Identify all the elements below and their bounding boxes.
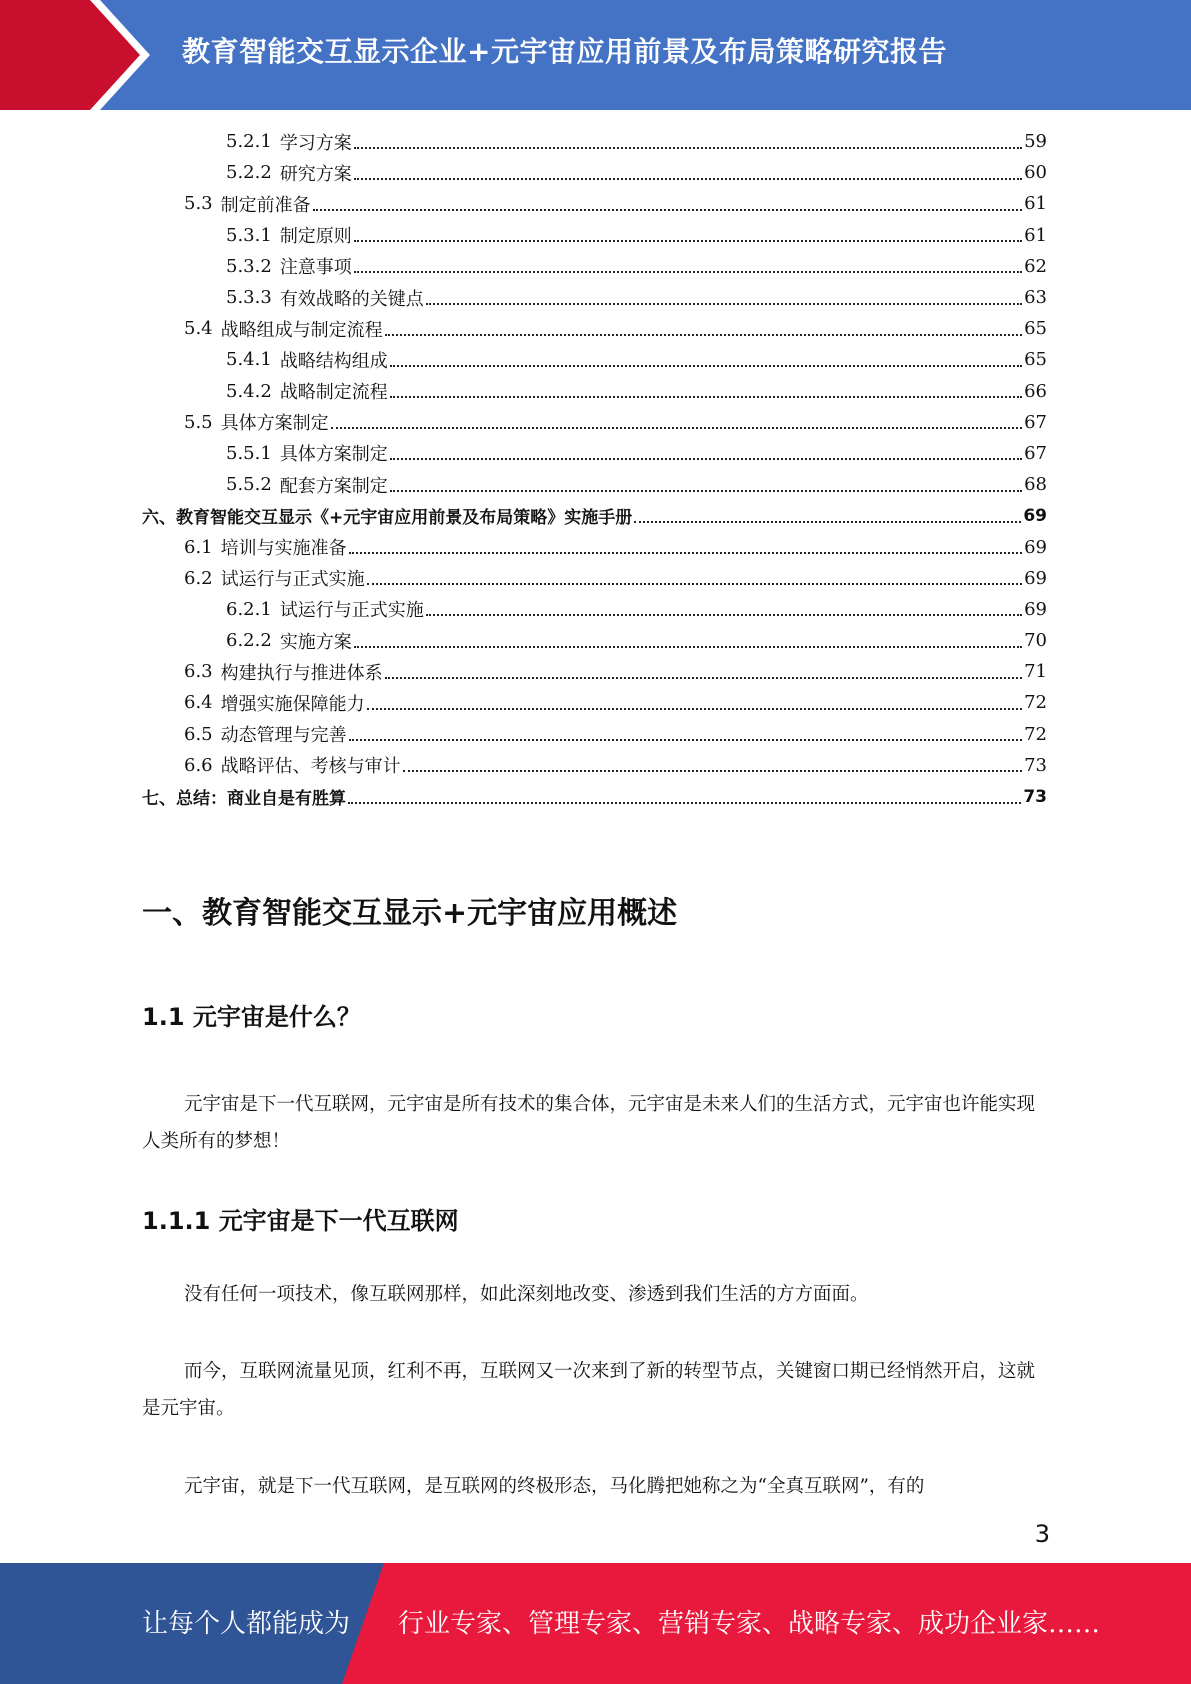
toc-entry-page: 69 (1023, 505, 1047, 526)
toc-entry-page: 60 (1024, 162, 1047, 184)
toc-entry-number: 6.3 (184, 661, 213, 683)
toc-entry-page: 68 (1024, 474, 1047, 496)
toc-entry-number: 5.5.2 (226, 474, 272, 496)
toc-entry-page: 66 (1024, 380, 1047, 402)
toc-entry-number: 6.6 (184, 754, 213, 776)
toc-entry-number: 5.5.1 (226, 442, 272, 464)
toc-entry-page: 73 (1024, 754, 1047, 776)
toc-entry-page: 71 (1024, 661, 1047, 683)
toc-entry-label: 制定原则 (279, 226, 352, 248)
report-title: 教育智能交互显示企业+元宇宙应用前景及布局策略研究报告 (182, 35, 947, 68)
toc-dot-leader (634, 521, 1021, 523)
page-number: 3 (1034, 1520, 1050, 1548)
toc-entry-label: 培训与实施准备 (220, 538, 347, 560)
toc-dot-leader (385, 334, 1022, 336)
header-chevron-decoration (0, 0, 160, 110)
toc-entry-page: 59 (1024, 131, 1047, 153)
toc-dot-leader (354, 271, 1022, 273)
paragraph: 而今，互联网流量见顶，红利不再，互联网又一次来到了新的转型节点，关键窗口期已经悄然开启，这就是元宇宙。 (142, 1361, 1036, 1419)
toc-entry-page: 65 (1024, 318, 1047, 340)
toc-dot-leader (390, 396, 1022, 398)
toc-entry-label: 战略组成与制定流程 (220, 319, 383, 341)
toc-entry[interactable] (142, 563, 1047, 594)
toc-dot-leader (354, 147, 1022, 149)
toc-entry-label: 战略评估、考核与审计 (220, 756, 401, 778)
toc-entry[interactable] (142, 469, 1047, 500)
toc-entry-number: 5.3.1 (226, 224, 272, 246)
toc-entry-page: 67 (1024, 442, 1047, 464)
toc-entry-label: 构建执行与推进体系 (220, 662, 383, 684)
toc-entry-label: 战略制定流程 (279, 382, 388, 404)
toc-entry-label: 具体方案制定 (279, 444, 388, 466)
toc-dot-leader (354, 178, 1022, 180)
toc-entry-number: 5.2.1 (226, 131, 272, 153)
toc-entry-page: 73 (1023, 786, 1047, 807)
toc-entry-number: 5.4.2 (226, 380, 272, 402)
toc-entry-number: 5.3.2 (226, 255, 272, 277)
toc-entry-number: 6.2.1 (226, 598, 272, 620)
toc-entry-page: 69 (1024, 536, 1047, 558)
paragraph: 元宇宙，就是下一代互联网，是互联网的终极形态，马化腾把她称之为“全真互联网”，有的 (184, 1476, 925, 1497)
table-of-contents (142, 126, 1047, 812)
toc-entry[interactable] (142, 781, 1047, 812)
page-footer (0, 1563, 1191, 1684)
toc-entry-number: 6.2.2 (226, 630, 272, 652)
toc-dot-leader (403, 770, 1022, 772)
toc-dot-leader (331, 427, 1022, 429)
toc-dot-leader (385, 677, 1022, 679)
toc-dot-leader (349, 739, 1022, 741)
toc-entry-page: 61 (1024, 193, 1047, 215)
toc-dot-leader (313, 209, 1022, 211)
toc-entry[interactable] (142, 531, 1047, 562)
toc-entry-number: 5.4 (184, 318, 213, 340)
footer-slogan-left: 让每个人都能成为 (142, 1609, 351, 1639)
toc-entry-label: 配套方案制定 (279, 475, 388, 497)
toc-entry[interactable] (142, 376, 1047, 407)
toc-entry-page: 72 (1024, 692, 1047, 714)
toc-entry-number: 6.4 (184, 692, 213, 714)
toc-entry[interactable] (142, 344, 1047, 375)
page-header (0, 0, 1191, 110)
toc-dot-leader (390, 490, 1022, 492)
toc-entry-page: 72 (1024, 723, 1047, 745)
toc-entry[interactable] (142, 282, 1047, 313)
toc-entry[interactable] (142, 656, 1047, 687)
toc-entry-number: 5.3.3 (226, 287, 272, 309)
toc-entry-number: 6.2 (184, 567, 213, 589)
chapter-heading: 一、教育智能交互显示+元宇宙应用概述 (142, 896, 678, 931)
toc-entry[interactable] (142, 594, 1047, 625)
toc-entry[interactable] (142, 625, 1047, 656)
toc-entry-label: 增强实施保障能力 (220, 693, 365, 715)
toc-entry[interactable] (142, 719, 1047, 750)
toc-entry[interactable] (142, 500, 1047, 531)
section-heading: 1.1 元宇宙是什么？ (142, 1003, 361, 1031)
toc-dot-leader (354, 240, 1022, 242)
toc-entry[interactable] (142, 313, 1047, 344)
toc-dot-leader (354, 646, 1022, 648)
toc-entry-label: 注意事项 (279, 257, 352, 279)
toc-entry[interactable] (142, 687, 1047, 718)
toc-entry-label: 具体方案制定 (220, 413, 329, 435)
toc-entry-page: 62 (1024, 255, 1047, 277)
toc-entry-label: 学习方案 (279, 132, 352, 154)
toc-entry-label: 战略结构组成 (279, 350, 388, 372)
toc-entry[interactable] (142, 157, 1047, 188)
paragraph: 没有任何一项技术，像互联网那样，如此深刻地改变、渗透到我们生活的方方面面。 (184, 1284, 869, 1305)
toc-entry[interactable] (142, 251, 1047, 282)
toc-entry-page: 63 (1024, 287, 1047, 309)
toc-entry[interactable] (142, 750, 1047, 781)
subsection-heading: 1.1.1 元宇宙是下一代互联网 (142, 1207, 459, 1235)
toc-entry-label: 实施方案 (279, 631, 352, 653)
toc-entry-number: 5.4.1 (226, 349, 272, 371)
toc-entry-label: 研究方案 (279, 163, 352, 185)
paragraph: 元宇宙是下一代互联网，元宇宙是所有技术的集合体，元宇宙是未来人们的生活方式，元宇宙也许能实现人类所有的梦想！ (142, 1094, 1036, 1152)
toc-entry-number: 6.1 (184, 536, 213, 558)
toc-entry-page: 65 (1024, 349, 1047, 371)
footer-slogan-right: 行业专家、管理专家、营销专家、战略专家、成功企业家…… (398, 1609, 1101, 1639)
toc-entry-label: 试运行与正式实施 (279, 600, 424, 622)
toc-entry-page: 70 (1024, 630, 1047, 652)
toc-entry[interactable] (142, 126, 1047, 157)
toc-dot-leader (349, 552, 1022, 554)
toc-entry-page: 61 (1024, 224, 1047, 246)
toc-entry-label: 教育智能交互显示《+元宇宙应用前景及布局策略》实施手册 (176, 508, 633, 529)
toc-dot-leader (390, 458, 1022, 460)
toc-entry-page: 69 (1024, 567, 1047, 589)
toc-entry-number: 六、 (142, 508, 176, 529)
toc-entry[interactable] (142, 438, 1047, 469)
toc-entry-label: 制定前准备 (220, 194, 311, 216)
toc-entry-label: 动态管理与完善 (220, 725, 347, 747)
toc-entry[interactable] (142, 220, 1047, 251)
toc-dot-leader (348, 802, 1021, 804)
toc-entry-number: 5.3 (184, 193, 213, 215)
toc-dot-leader (426, 614, 1022, 616)
toc-dot-leader (367, 583, 1022, 585)
toc-entry-label: 总结：商业自是有胜算 (176, 789, 346, 810)
toc-entry[interactable] (142, 407, 1047, 438)
toc-entry-number: 5.5 (184, 411, 213, 433)
toc-entry-page: 69 (1024, 598, 1047, 620)
toc-entry-page: 67 (1024, 411, 1047, 433)
toc-entry-number: 6.5 (184, 723, 213, 745)
toc-entry-label: 有效战略的关键点 (279, 288, 424, 310)
toc-dot-leader (367, 708, 1022, 710)
toc-entry-number: 5.2.2 (226, 162, 272, 184)
toc-entry-number: 七、 (142, 789, 176, 810)
toc-dot-leader (390, 365, 1022, 367)
toc-entry[interactable] (142, 188, 1047, 219)
toc-entry-label: 试运行与正式实施 (220, 569, 365, 591)
toc-dot-leader (426, 303, 1022, 305)
